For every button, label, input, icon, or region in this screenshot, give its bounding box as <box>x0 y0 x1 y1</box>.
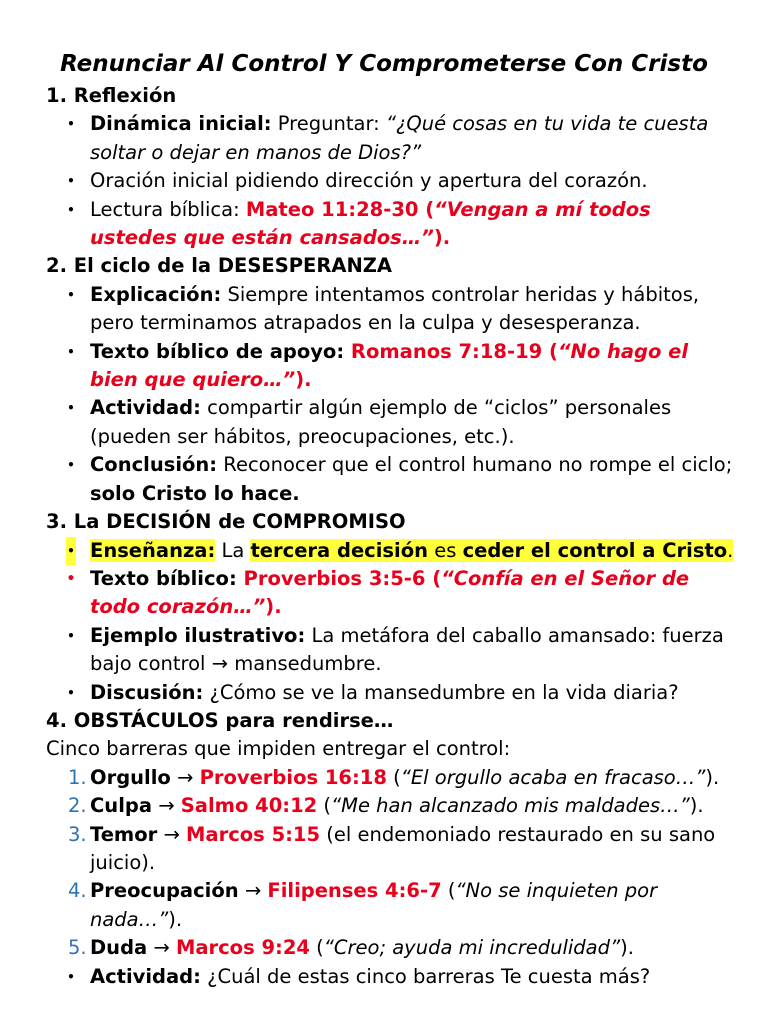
list-item: • Lectura bíblica: Mateo 11:28-30 (“Vengan a mí todos ustedes que están cansados…”). <box>67 197 651 250</box>
list-item: • Conclusión: Reconocer que el control humano no rompe el ciclo; solo Cristo lo hace. <box>67 453 733 505</box>
list-item: • Actividad: ¿Cuál de estas cinco barreras Te cuesta más? <box>46 963 736 991</box>
list-number: 1. <box>68 765 87 789</box>
bullet-icon: • <box>67 202 75 217</box>
document-title: Renunciar Al Control Y Comprometerse Con Cristo <box>60 51 708 77</box>
bullet-icon: • <box>67 287 75 302</box>
section-3-list <box>46 537 736 707</box>
section-heading-2: 2. El ciclo de la DESESPERANZA <box>46 254 393 278</box>
list-item: • Texto bíblico de apoyo: Romanos 7:18-19 (“No hago el bien que quiero…”). <box>67 339 689 392</box>
bible-reference: Salmo 40:12 <box>180 794 318 818</box>
bullet-icon: • <box>66 570 76 587</box>
bible-reference: Romanos 7:18-19 ( <box>344 339 558 363</box>
list-item: • Dinámica inicial: Preguntar: “¿Qué cosas en tu vida te cuesta soltar o dejar en manos de Dios?” <box>67 112 709 164</box>
bible-reference: Proverbios 3:5-6 ( <box>236 566 442 590</box>
bullet-icon: • <box>67 628 75 643</box>
list-number: 3. <box>68 822 87 846</box>
section-4-intro: Cinco barreras que impiden entregar el control: <box>46 737 511 761</box>
list-number: 4. <box>68 879 87 903</box>
bullet-icon: • <box>67 344 75 359</box>
list-item: • Enseñanza: La tercera decisión es ceder el control a Cristo. <box>46 537 736 565</box>
list-number: 2. <box>68 794 87 818</box>
bullet-icon: • <box>67 685 75 700</box>
list-item: • Discusión: ¿Cómo se ve la mansedumbre en la vida diaria? <box>46 679 736 707</box>
list-item: • Oración inicial pidiendo dirección y apertura del corazón. <box>46 167 736 195</box>
bullet-icon: • <box>67 458 75 473</box>
list-item: 1. Orgullo → Proverbios 16:18 (“El orgullo acaba en fracaso…”). <box>46 764 736 792</box>
list-item: 3. Temor → Marcos 5:15 (el endemoniado restaurado en su sano juicio). <box>68 822 716 874</box>
bible-reference: Marcos 9:24 <box>175 936 310 960</box>
section-heading-1: 1. Reflexión <box>46 84 177 107</box>
section-heading-3: 3. La DECISIÓN de COMPROMISO <box>46 510 406 534</box>
obstacles-list <box>46 764 736 963</box>
list-item: • Actividad: compartir algún ejemplo de “ciclos” personales (pueden ser hábitos, preocupaciones, etc.). <box>67 396 672 448</box>
list-item: • Ejemplo ilustrativo: La metáfora del caballo amansado: fuerza bajo control → mansedumbre. <box>67 623 724 676</box>
bible-reference: Filipenses 4:6-7 <box>267 879 442 903</box>
bullet-icon: • <box>67 117 75 132</box>
list-item: 5. Duda → Marcos 9:24 (“Creo; ayuda mi incredulidad”). <box>46 934 736 962</box>
section-heading-4: 4. OBSTÁCULOS para rendirse… <box>46 708 394 732</box>
document-body <box>46 82 736 991</box>
list-item: 4. Preocupación → Filipenses 4:6-7 (“No se inquieten por nada…”). <box>68 879 658 931</box>
list-item: • Explicación: Siempre intentamos controlar heridas y hábitos, pero terminamos atrapados en la culpa y desesperanza. <box>67 282 700 335</box>
bullet-icon: • <box>67 174 75 189</box>
bullet-icon: • <box>67 969 75 984</box>
bible-reference: Proverbios 16:18 <box>199 765 387 789</box>
list-item: • Texto bíblico: Proverbios 3:5-6 (“Confía en el Señor de todo corazón…”). <box>66 566 690 619</box>
bible-reference: Mateo 11:28-30 ( <box>245 197 435 221</box>
bullet-icon: • <box>66 537 76 565</box>
highlighted-text: ceder el control a Cristo <box>462 538 728 562</box>
list-number: 5. <box>68 936 87 960</box>
bible-reference: Marcos 5:15 <box>186 822 321 846</box>
section-4-list <box>46 963 736 991</box>
section-2-list <box>46 281 736 508</box>
section-1-list <box>46 110 736 252</box>
bullet-icon: • <box>67 401 75 416</box>
highlighted-text: tercera decisión <box>250 538 428 562</box>
list-item: 2. Culpa → Salmo 40:12 (“Me han alcanzado mis maldades…”). <box>46 792 736 820</box>
